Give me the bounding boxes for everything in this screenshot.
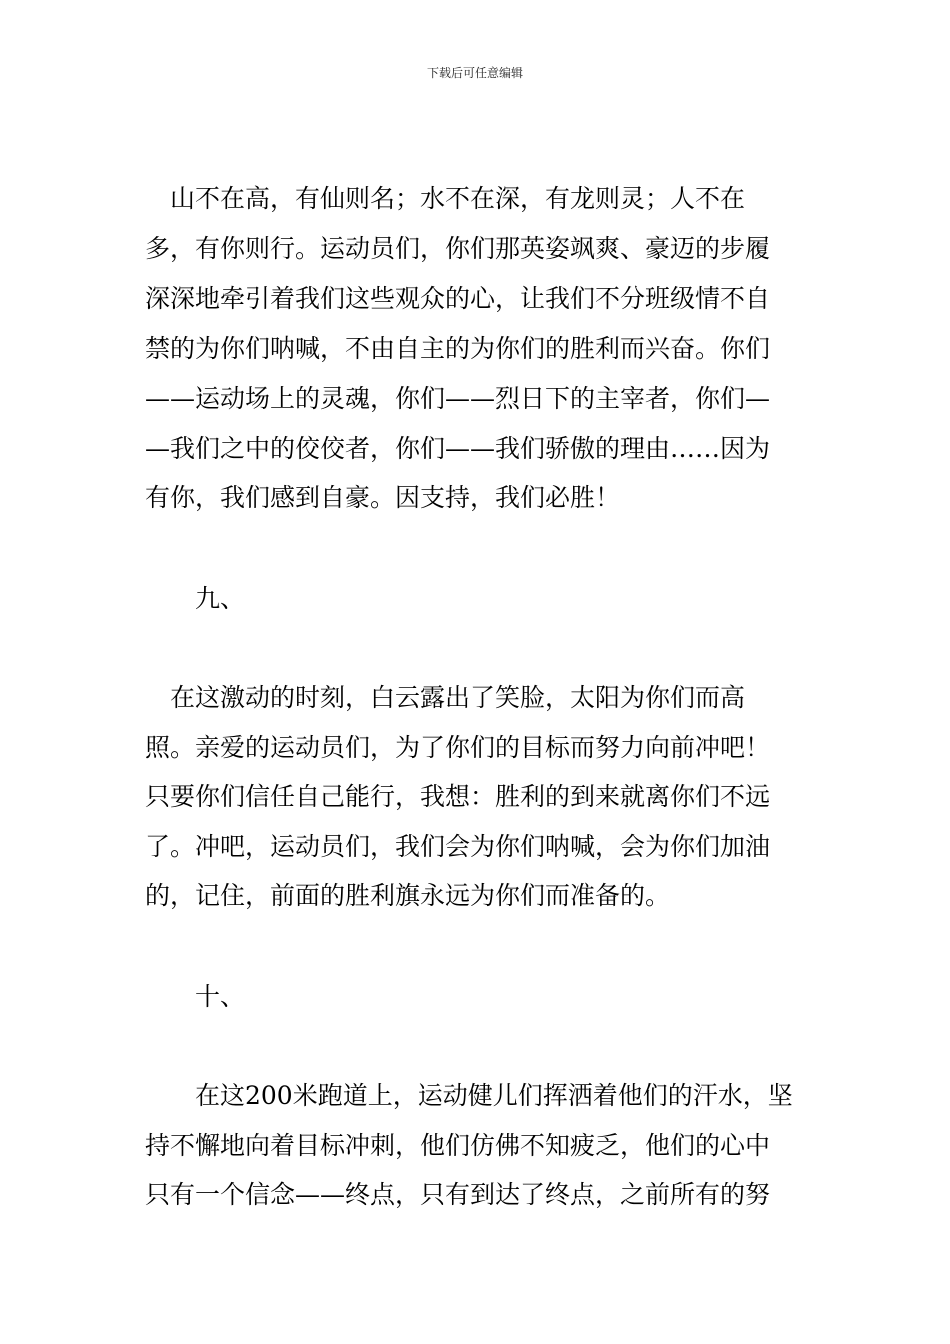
page-header: 下载后可任意编辑 [426,66,523,80]
section-heading-ten: 十、 [145,982,246,1011]
section-heading-nine: 九、 [145,584,246,613]
paragraph-3-line: 持不懈地向着目标冲刺，他们仿佛不知疲乏，他们的心中 [145,1131,771,1160]
paragraph-2-line: 只要你们信任自己能行，我想：胜利的到来就离你们不远 [145,782,771,811]
paragraph-1-line: —我们之中的佼佼者，你们——我们骄傲的理由……因为 [145,434,771,463]
paragraph-1-line: 禁的为你们呐喊，不由自主的为你们的胜利而兴奋。你们 [145,334,771,363]
paragraph-1-line: 山不在高，有仙则名；水不在深，有龙则灵；人不在 [145,184,746,213]
paragraph-3-line: 只有一个信念——终点，只有到达了终点，之前所有的努 [145,1180,771,1209]
paragraph-1-line: 多，有你则行。运动员们，你们那英姿飒爽、豪迈的步履 [145,234,771,263]
paragraph-1-line: ——运动场上的灵魂，你们——烈日下的主宰者，你们— [145,384,771,413]
paragraph-3-line: 在这200米跑道上，运动健儿们挥洒着他们的汗水，坚 [145,1081,793,1110]
paragraph-2-line: 了。冲吧，运动员们，我们会为你们呐喊，会为你们加油 [145,832,771,861]
paragraph-1-line: 有你，我们感到自豪。因支持，我们必胜！ [145,483,621,512]
paragraph-2-line: 在这激动的时刻，白云露出了笑脸，太阳为你们而高 [145,683,746,712]
paragraph-1-line: 深深地牵引着我们这些观众的心，让我们不分班级情不自 [145,284,771,313]
paragraph-2-line: 的，记住，前面的胜利旗永远为你们而准备的。 [145,881,671,910]
paragraph-2-line: 照。亲爱的运动员们，为了你们的目标而努力向前冲吧！ [145,733,771,762]
